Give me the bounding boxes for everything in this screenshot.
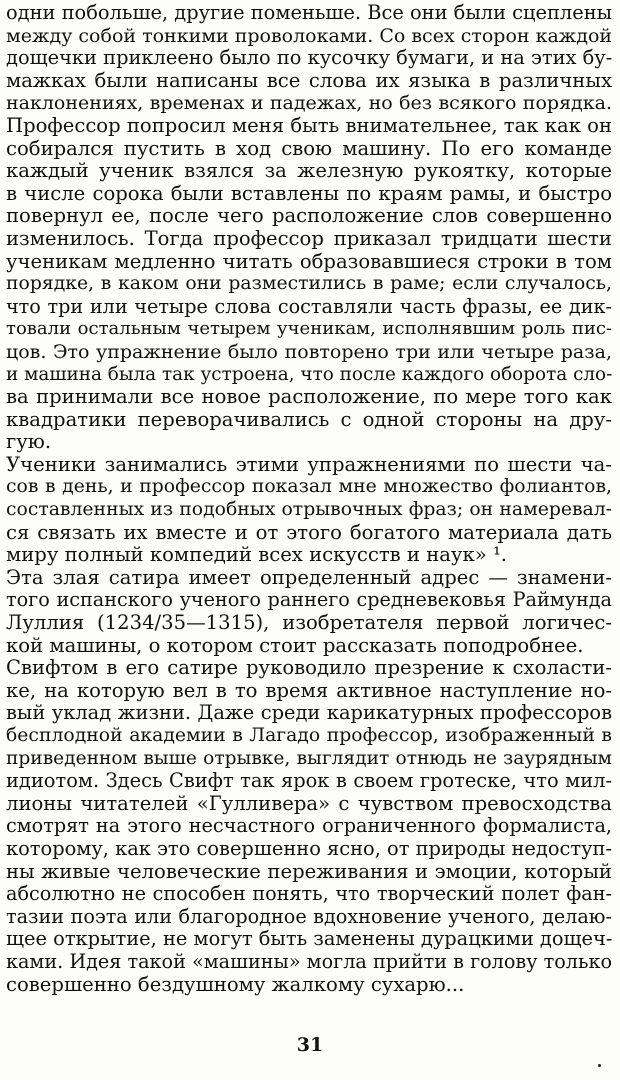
text-line: вый уклад жизни. Даже среди карикатурных профессоров [6, 702, 612, 725]
text-line: товали остальным четырем ученикам, исполнявшим роль пис- [6, 318, 612, 340]
print-speck [598, 1064, 601, 1067]
text-line: кой машины, о котором стоит рассказать поподробнее. [6, 634, 584, 657]
text-line: лионы читателей «Гулливера» с чувством превосходства [6, 792, 612, 815]
text-line: Ученики занимались этими упражнениями по шести ча- [6, 453, 612, 476]
text-line: смотрят на этого несчастного ограниченного формалиста, [6, 815, 612, 838]
text-line: и машина была так устроена, что после каждого оборота сло- [6, 363, 612, 385]
text-line: дощечки приклеено было по кусочку бумаги, и на этих бу- [6, 47, 612, 70]
text-line: щее открытие, не могут быть заменены дурацкими дощеч- [6, 928, 612, 951]
text-line: составленных из подобных отрывочных фраз; он намеревал- [6, 499, 612, 521]
text-line: в числе сорока были вставлены по краям рамы, и быстро [6, 182, 612, 205]
body-text [6, 2, 612, 996]
text-line: между собой тонкими проволоками. Со всех сторон каждой [6, 24, 612, 47]
text-line: ками. Идея такой «машины» могла прийти в голову только [6, 950, 612, 973]
text-line: ны живые человеческие переживания и эмоции, который [6, 860, 612, 883]
text-line: Луллия (1234/35—1315), изобретателя первой логичес- [6, 612, 612, 635]
text-line: каждый ученик взялся за железную рукоятку, которые [6, 160, 612, 183]
text-line: квадратики переворачивались с одной стороны на дру- [6, 408, 612, 431]
text-line: гую. [6, 431, 52, 454]
text-line: которому, как это совершенно ясно, от природы недоступ- [6, 837, 612, 860]
text-line: тазии поэта или благородное вдохновение ученого, делаю- [6, 905, 612, 928]
text-line: ва принимали все новое расположение, по мере того как [6, 386, 612, 409]
text-line: Свифтом в его сатире руководило презрение к схоласти- [6, 657, 612, 680]
page-number: 31 [296, 1034, 324, 1056]
text-line: ученикам медленно читать образовавшиеся строки в том [6, 250, 612, 273]
text-line: изменилось. Тогда профессор приказал тридцати шести [6, 227, 612, 250]
text-line: Эта злая сатира имеет определенный адрес — знамени- [6, 566, 612, 589]
text-line: сов в день, и профессор показал мне множество фолиантов, [6, 476, 612, 498]
text-line: того испанского ученого раннего средневековья Раймунда [6, 589, 612, 612]
text-line: собирался пустить в ход свою машину. По его команде [6, 137, 612, 160]
text-line: бесплодной академии в Лагадо профессор, изображенный в [6, 725, 612, 746]
text-line: повернул ее, после чего расположение слов совершенно [6, 205, 612, 228]
text-line: ся связать их вместе и от этого богатого материала дать [6, 521, 612, 544]
text-line: наклонениях, временах и падежах, но без всякого порядка. [6, 92, 612, 115]
text-line: что три или четыре слова составляли часть фразы, ее дик- [6, 295, 612, 318]
text-line: одни побольше, другие поменьше. Все они были сцеплены [6, 2, 612, 24]
text-line: абсолютно не способен понять, что творческий полет фан- [6, 883, 612, 906]
text-line: мажках были написаны все слова их языка в различных [6, 69, 612, 92]
text-line: приведенном выше отрывке, выглядит отнюдь не заурядным [6, 747, 612, 769]
text-line: миру полный компедий всех искусств и наук» ¹. [6, 544, 508, 567]
text-line: порядке, в каком они разместились в раме; если случалось, [6, 273, 612, 295]
text-line: цов. Это упражнение было повторено три или четыре раза, [6, 340, 612, 363]
text-line: ке, на которую вел в то время активное наступление но- [6, 679, 612, 702]
text-line: совершенно бездушному жалкому сухарю... [6, 973, 465, 996]
text-line: идиотом. Здесь Свифт так ярок в своем гротеске, что мил- [6, 770, 612, 793]
text-line: Профессор попросил меня быть внимательнее, так как он [6, 114, 612, 137]
